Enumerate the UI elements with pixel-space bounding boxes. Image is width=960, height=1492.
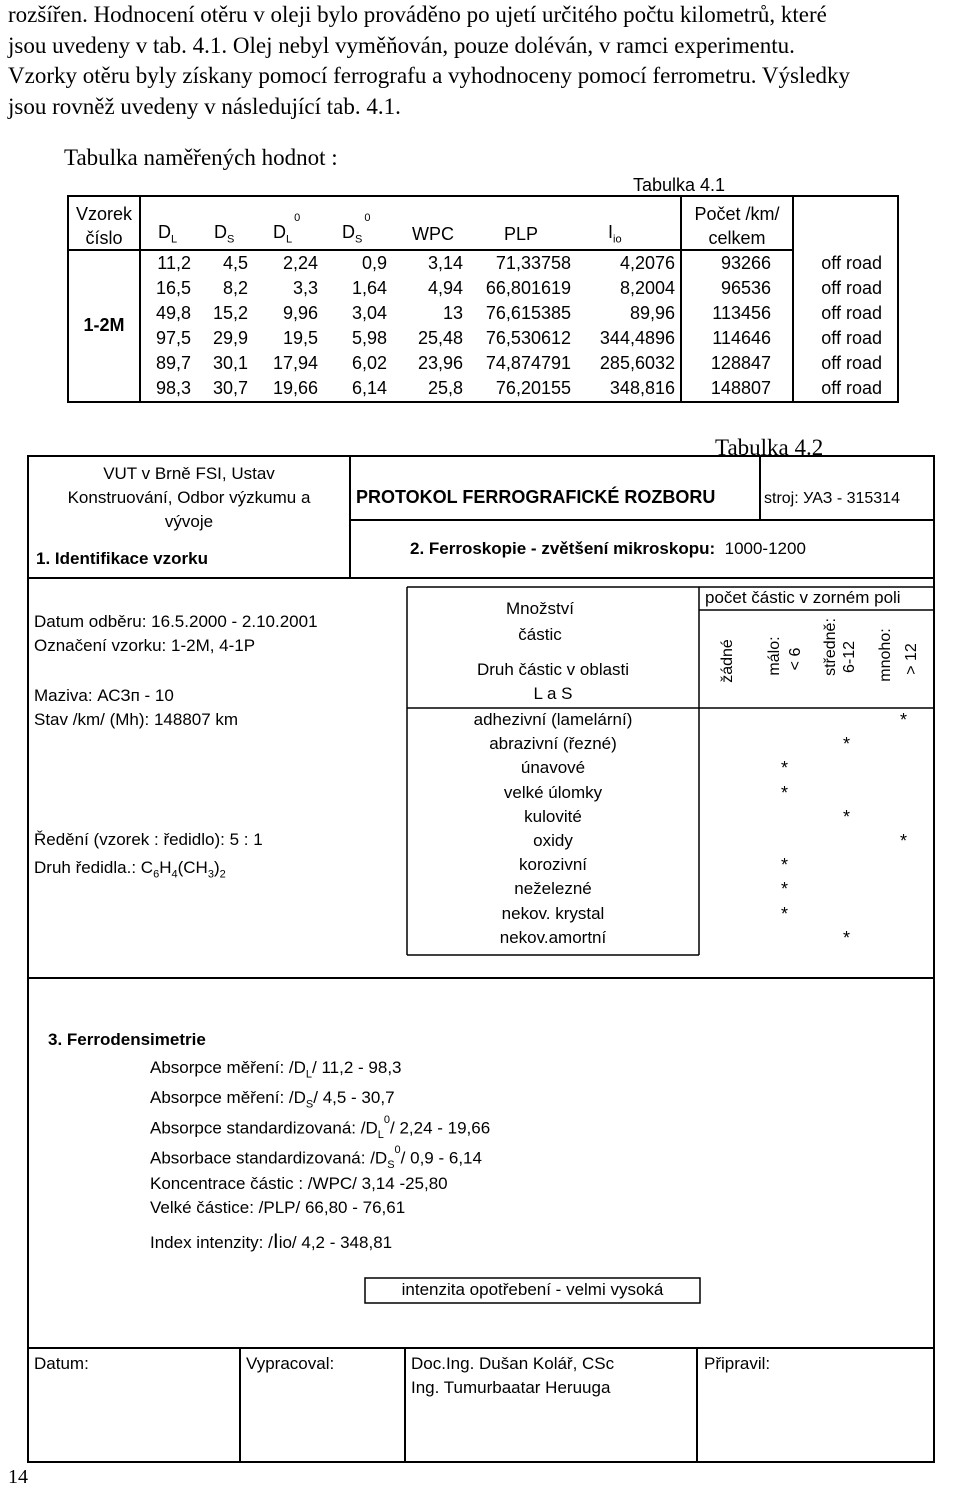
kind-1: Druh částic v oblasti bbox=[476, 660, 630, 679]
table1-cell: 16,5 bbox=[155, 278, 191, 298]
particle-count-star: * bbox=[781, 758, 789, 779]
table1-cell: 25,48 bbox=[417, 328, 463, 348]
table1-cell: 3,04 bbox=[351, 303, 387, 323]
col-few-2: < 6 bbox=[787, 647, 804, 671]
table1-cell: 113456 bbox=[712, 303, 771, 323]
table1-cell: 49,8 bbox=[155, 303, 191, 323]
table1-cell: off road bbox=[821, 278, 882, 298]
state-km: Stav /km/ (Mh): 148807 km bbox=[34, 710, 239, 729]
fd-line-6: Velké částice: /PLP/ 66,80 - 76,61 bbox=[150, 1198, 406, 1217]
section-2: 2. Ferroskopie - zvětšení mikroskopu: 1000-1200 bbox=[410, 539, 806, 558]
particle-count-star: * bbox=[843, 734, 851, 755]
fd-line-3: Absorpce standardizovaná: $/D_L^0/$ 2,24 - 19,66 bbox=[150, 1114, 491, 1142]
sample-label-1: Vzorek bbox=[75, 204, 133, 224]
col-none: žádné bbox=[719, 639, 736, 683]
table1-cell: off road bbox=[821, 378, 882, 398]
col-mid-1: středně: bbox=[822, 618, 839, 676]
table1-cell: 8,2004 bbox=[619, 278, 675, 298]
col-mid-2: 6-12 bbox=[841, 640, 858, 674]
header-ds: $D_S$ bbox=[214, 222, 235, 246]
table1-cell: 66,801619 bbox=[485, 278, 571, 298]
table1-cell: 96536 bbox=[720, 278, 771, 298]
sample-id: 1-2M bbox=[83, 315, 125, 335]
table1-cell: off road bbox=[821, 328, 882, 348]
table1-cell: 93266 bbox=[720, 253, 771, 273]
fd-line-4: Absorbace standardizovaná: $/D_S^0/$ 0,9 - 6,14 bbox=[150, 1144, 482, 1172]
table1-cell: 13 bbox=[442, 303, 463, 323]
col-many-1: mnoho: bbox=[877, 628, 894, 682]
table1-cell: 114646 bbox=[712, 328, 771, 348]
table1-cell: 344,4896 bbox=[599, 328, 675, 348]
particle-type: oxidy bbox=[533, 831, 573, 850]
machine: stroj: УАЗ - 315314 bbox=[764, 490, 900, 507]
particle-count-star: * bbox=[781, 782, 789, 803]
intro-line: jsou rovněž uvedeny v následující tab. 4.1. bbox=[8, 93, 401, 119]
particle-type: nekov. krystal bbox=[501, 903, 605, 923]
amount-1: Množství bbox=[505, 599, 575, 618]
table1-cell: 30,7 bbox=[212, 378, 248, 398]
table1-cell: 4,2076 bbox=[619, 253, 675, 273]
table1-cell: 30,1 bbox=[212, 353, 248, 373]
table1-cell: 23,96 bbox=[417, 353, 463, 373]
table1-cell: 1,64 bbox=[351, 278, 387, 298]
table1-cell: 97,5 bbox=[155, 328, 191, 348]
table1-cell: off road bbox=[821, 253, 882, 273]
lubricant: Maziva: АСЗп - 10 bbox=[34, 686, 174, 705]
footer-author-1: Doc.Ing. Dušan Kolář, CSc bbox=[411, 1354, 615, 1373]
table2-caption: Tabulka 4.2 bbox=[715, 435, 824, 460]
header-count-1: Počet /km/ bbox=[694, 204, 780, 224]
table1-cell: 19,5 bbox=[282, 328, 318, 348]
header-count-2: celkem bbox=[708, 228, 766, 248]
section-3-title: 3. Ferrodensimetrie bbox=[48, 1030, 206, 1049]
table1-cell: 5,98 bbox=[351, 328, 387, 348]
particle-type: adhezivní (lamelární) bbox=[473, 710, 633, 729]
table1-cell: 89,7 bbox=[155, 353, 191, 373]
footer-author-2: Ing. Tumurbaatar Heruuga bbox=[411, 1378, 611, 1397]
header-wpc: WPC bbox=[412, 224, 454, 244]
wear-intensity: intenzita opotřebení - velmi vysoká bbox=[401, 1280, 664, 1299]
table1-cell: 15,2 bbox=[212, 303, 248, 323]
particle-count-star: * bbox=[900, 831, 908, 851]
table1-cell: 19,66 bbox=[272, 378, 318, 398]
particle-count-star: * bbox=[843, 806, 851, 827]
intro-line: jsou uvedeny v tab. 4.1. Olej nebyl vyměňován, pouze doléván, v ramci experimentu. bbox=[8, 32, 795, 58]
header-dl0: $D_L^0$ bbox=[273, 212, 301, 246]
col-few-1: málo: bbox=[766, 636, 783, 676]
particle-count-star: * bbox=[843, 927, 851, 948]
table1-cell: 4,5 bbox=[222, 253, 248, 273]
particle-type: nekov.amortní bbox=[499, 927, 607, 947]
table1-cell: 11,2 bbox=[157, 253, 191, 273]
org-line-1: VUT v Brně FSI, Ustav bbox=[103, 464, 275, 483]
particle-type: abrazivní (řezné) bbox=[489, 734, 617, 754]
section-1-title: 1. Identifikace vzorku bbox=[36, 549, 208, 568]
table1-cell: 9,96 bbox=[282, 303, 318, 323]
table1-cell: 71,33758 bbox=[495, 253, 571, 273]
particle-type: kulovité bbox=[524, 806, 582, 826]
table1-cell: 76,615385 bbox=[485, 303, 571, 323]
table1-cell: off road bbox=[821, 353, 882, 373]
intro-line: Vzorky otěru byly získany pomocí ferrografu a vyhodnoceny pomocí ferrometru. Výsledky bbox=[8, 63, 851, 88]
table1-cell: 148807 bbox=[710, 378, 771, 398]
sample-label-2: číslo bbox=[85, 228, 123, 248]
fd-line-5: Koncentrace částic : /WPC/ 3,14 -25,80 bbox=[150, 1174, 448, 1193]
table1-cell: 2,24 bbox=[282, 253, 318, 273]
particle-type: únavové bbox=[520, 758, 586, 778]
table1-cell: 29,9 bbox=[212, 328, 248, 348]
table1-cell: 76,20155 bbox=[495, 378, 571, 398]
table1-cell: 17,94 bbox=[272, 353, 318, 373]
table1-cell: 3,14 bbox=[427, 253, 463, 273]
header-plp: PLP bbox=[504, 224, 539, 244]
particle-type: neželezné bbox=[514, 879, 592, 899]
particle-type: velké úlomky bbox=[503, 782, 603, 802]
table1-cell: 348,816 bbox=[609, 378, 675, 398]
protocol-title: PROTOKOL FERROGRAFICKÉ ROZBORU bbox=[356, 487, 716, 507]
table1-cell: 128847 bbox=[710, 353, 771, 373]
fd-line-7: Index intenzity: /Iio/ 4,2 - 348,81 bbox=[150, 1230, 393, 1253]
diluent: Druh ředidla.: $C_6H_4(CH_3)_2$ bbox=[34, 858, 226, 881]
table1-caption: Tabulka 4.1 bbox=[633, 175, 726, 195]
field-count-header: počet částic v zorném poli bbox=[705, 588, 901, 607]
fd-line-1: Absorpce měření: $/D_L/$ 11,2 - 98,3 bbox=[150, 1058, 402, 1081]
table1-cell: 8,2 bbox=[222, 278, 248, 298]
table1-cell: 74,874791 bbox=[485, 353, 571, 373]
table1-cell: 25,8 bbox=[427, 378, 463, 398]
footer-prepared: Připravil: bbox=[704, 1354, 771, 1373]
table1-cell: 6,14 bbox=[351, 378, 387, 398]
dilution: Ředění (vzorek : ředidlo): 5 : 1 bbox=[34, 830, 263, 849]
table1-cell: 3,3 bbox=[292, 278, 318, 298]
sample-marking: Označení vzorku: 1-2M, 4-1P bbox=[34, 636, 256, 655]
table1-heading: Tabulka naměřených hodnot : bbox=[64, 145, 338, 170]
org-line-3: vývoje bbox=[164, 512, 214, 531]
table1-cell: off road bbox=[821, 303, 882, 323]
particle-type: korozivní bbox=[518, 855, 588, 875]
table1-cell: 89,96 bbox=[629, 303, 675, 323]
sampling-date: Datum odběru: 16.5.2000 - 2.10.2001 bbox=[34, 612, 318, 631]
particle-count-star: * bbox=[781, 879, 789, 900]
table1-cell: 6,02 bbox=[351, 353, 387, 373]
col-many-2: > 12 bbox=[903, 643, 920, 675]
table1-cell: 98,3 bbox=[155, 378, 191, 398]
footer-date: Datum: bbox=[34, 1354, 89, 1373]
table1-cell: 76,530612 bbox=[485, 328, 571, 348]
fd-line-2: Absorpce měření: $/D_S/$ 4,5 - 30,7 bbox=[150, 1088, 395, 1111]
intro-line: rozšířen. Hodnocení otěru v oleji bylo prováděno po ujetí určitého počtu kilometrů, které bbox=[8, 2, 827, 27]
table1-cell: 4,94 bbox=[427, 278, 463, 298]
org-line-2: Konstruování, Odbor výzkumu a bbox=[67, 488, 311, 507]
amount-2: částic bbox=[518, 625, 562, 644]
header-dl: $D_L$ bbox=[158, 222, 178, 246]
header-ds0: $D_S^0$ bbox=[342, 212, 371, 246]
page-number: 14 bbox=[8, 1466, 28, 1488]
header-iio: $I_{io}$ bbox=[608, 222, 622, 246]
particle-count-star: * bbox=[781, 855, 789, 876]
table1-cell: 285,6032 bbox=[599, 353, 675, 373]
particle-count-star: * bbox=[781, 903, 789, 924]
particle-count-star: * bbox=[900, 710, 908, 730]
table1-cell: 0,9 bbox=[361, 253, 387, 273]
kind-2: L a S bbox=[533, 684, 573, 703]
footer-made-by: Vypracoval: bbox=[246, 1354, 335, 1373]
